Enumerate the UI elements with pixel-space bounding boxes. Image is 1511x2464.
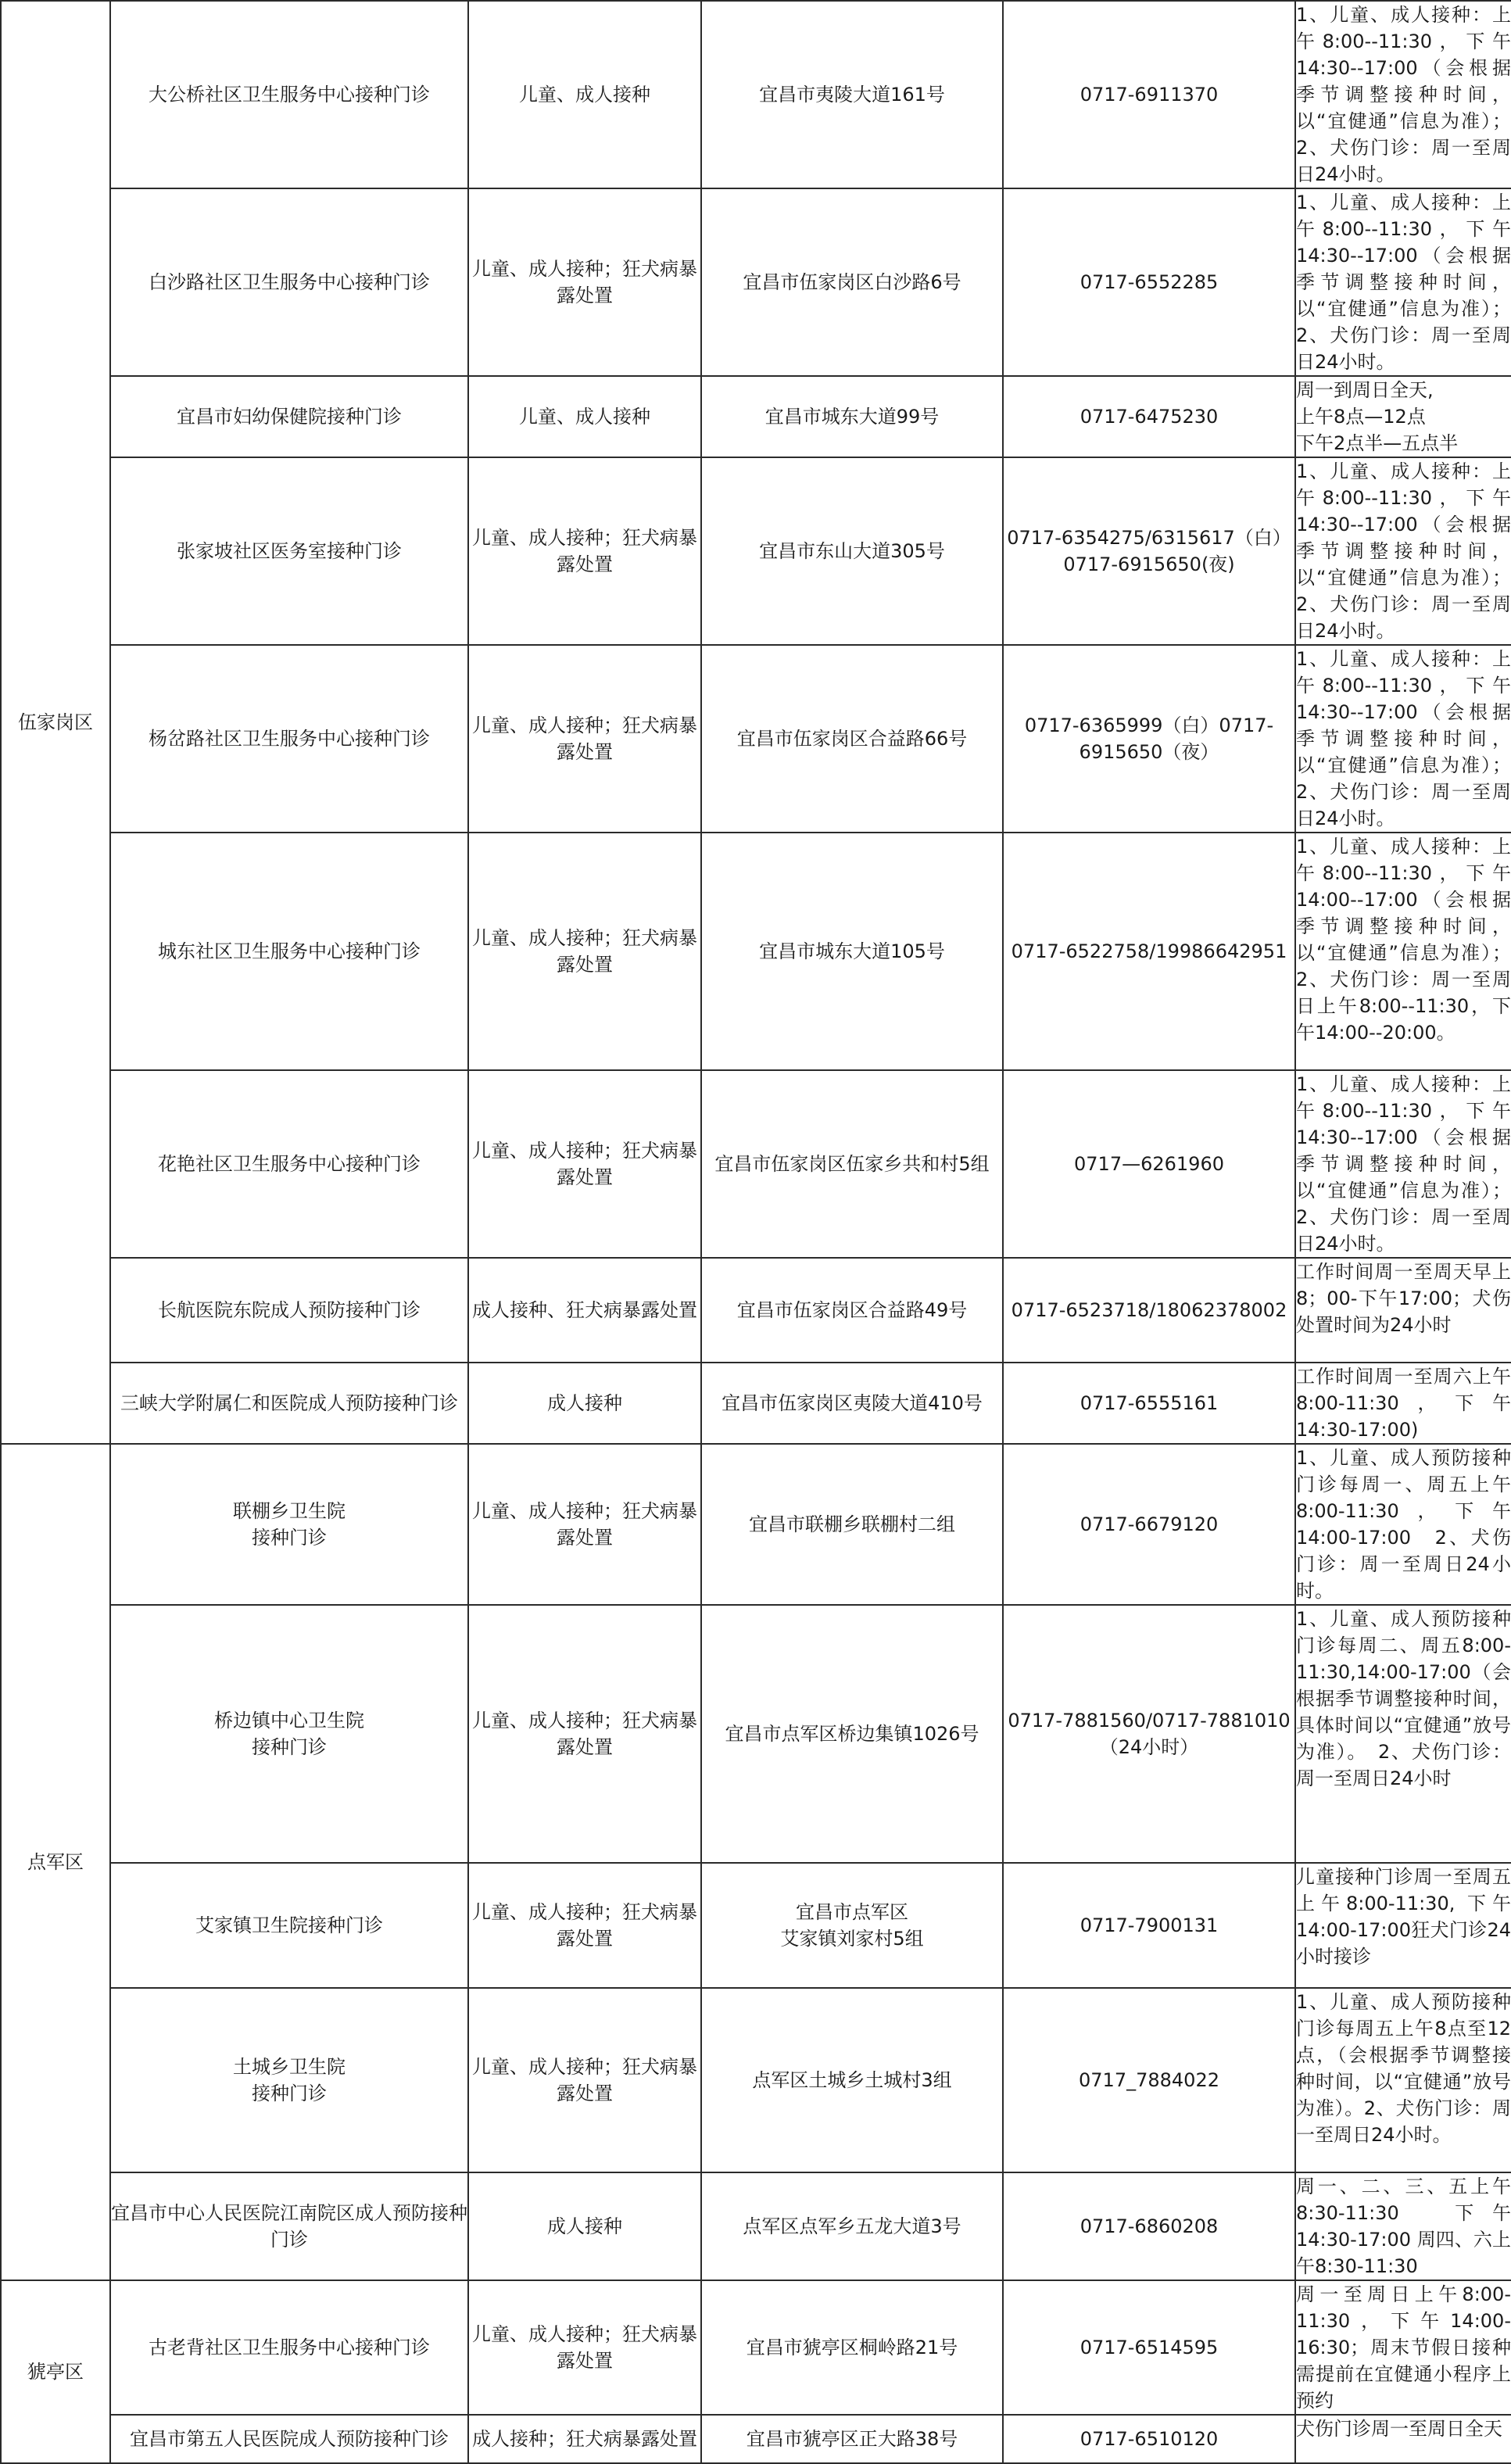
clinic-name-cell-text: 张家坡社区医务室接种门诊 <box>177 540 402 562</box>
address-cell <box>701 1070 1003 1258</box>
clinic-name-cell <box>110 457 468 645</box>
clinic-name-cell <box>110 1363 468 1444</box>
table-row <box>1 1605 1511 1863</box>
phone-cell-text: 0717-7881560/0717-7881010（24小时） <box>1008 1710 1291 1758</box>
hours-cell <box>1295 188 1511 376</box>
clinic-name-cell <box>110 1863 468 1988</box>
address-cell <box>701 1444 1003 1605</box>
address-cell-text: 宜昌市点军区 艾家镇刘家村5组 <box>780 1901 924 1950</box>
phone-cell-text: 0717-6510120 <box>1080 2428 1219 2450</box>
address-cell-text: 宜昌市城东大道105号 <box>759 940 945 962</box>
clinic-name-cell-text: 杨岔路社区卫生服务中心接种门诊 <box>149 728 430 750</box>
phone-cell <box>1003 1444 1295 1605</box>
hours-cell-text: 1、儿童、成人预防接种门诊每周二、周五8:00-11:30,14:00-17:00（会根据季节调整接种时间，具体时间以“宜健通”放号为准）。 2、犬伤门诊：周一至周日24小时 <box>1296 1608 1511 1789</box>
table-row <box>1 1070 1511 1258</box>
clinic-name-cell <box>110 2172 468 2280</box>
address-cell-text: 宜昌市城东大道99号 <box>764 406 940 428</box>
phone-cell-text: 0717-6552285 <box>1080 271 1219 293</box>
phone-cell-text: 0717-6555161 <box>1080 1392 1219 1414</box>
service-type-cell-text: 儿童、成人接种 <box>519 406 650 428</box>
table-row <box>1 457 1511 645</box>
hours-cell <box>1295 1863 1511 1988</box>
hours-cell-text: 1、儿童、成人预防接种门诊每周五上午8点至12点，（会根据季节调整接种时间，以“宜健通”放号为准）。2、犬伤门诊：周一至周日24小时。 <box>1296 1991 1511 2146</box>
district-cell: 点军区 <box>1 1444 110 2280</box>
phone-cell <box>1003 2172 1295 2280</box>
hours-cell <box>1295 1070 1511 1258</box>
phone-cell-text: 0717_7884022 <box>1079 2069 1219 2091</box>
hours-cell-text: 1、儿童、成人接种：上午8:00--11:30，下午14:30--17:00（会根据季节调整接种时间，以“宜健通”信息为准）；2、犬伤门诊：周一至周日24小时。 <box>1296 460 1511 642</box>
phone-cell <box>1003 1363 1295 1444</box>
clinic-name-cell <box>110 2415 468 2463</box>
address-cell-text: 宜昌市伍家岗区夷陵大道410号 <box>721 1392 983 1414</box>
table-row <box>1 1 1511 188</box>
clinic-name-cell <box>110 1444 468 1605</box>
address-cell-text: 宜昌市伍家岗区合益路66号 <box>736 728 968 750</box>
hours-cell <box>1295 1605 1511 1863</box>
hours-cell <box>1295 1363 1511 1444</box>
clinic-name-cell-text: 大公桥社区卫生服务中心接种门诊 <box>149 84 430 106</box>
phone-cell <box>1003 1070 1295 1258</box>
table-row <box>1 1863 1511 1988</box>
address-cell-text: 宜昌市点军区桥边集镇1026号 <box>725 1723 979 1745</box>
address-cell-text: 宜昌市猇亭区正大路38号 <box>746 2428 958 2450</box>
address-cell-text: 点军区点军乡五龙大道3号 <box>743 2215 961 2237</box>
hours-cell-text: 1、儿童、成人接种：上午8:00--11:30，下午14:30--17:00（会根据季节调整接种时间，以“宜健通”信息为准）；2、犬伤门诊：周一至周日24小时。 <box>1296 192 1511 373</box>
clinic-name-cell-text: 白沙路社区卫生服务中心接种门诊 <box>149 271 430 293</box>
service-type-cell-text: 儿童、成人接种；狂犬病暴露处置 <box>472 2323 697 2372</box>
service-type-cell-text: 儿童、成人接种；狂犬病暴露处置 <box>472 1901 697 1950</box>
phone-cell-text: 0717-6523718/18062378002 <box>1011 1299 1287 1321</box>
table-row <box>1 833 1511 1070</box>
phone-cell-text: 0717—6261960 <box>1074 1153 1224 1175</box>
service-type-cell-text: 儿童、成人接种；狂犬病暴露处置 <box>472 1500 697 1549</box>
service-type-cell <box>468 1863 701 1988</box>
hours-cell <box>1295 2172 1511 2280</box>
table-row <box>1 376 1511 457</box>
phone-cell <box>1003 1 1295 188</box>
phone-cell-text: 0717-7900131 <box>1080 1914 1219 1936</box>
address-cell <box>701 833 1003 1070</box>
address-cell <box>701 1988 1003 2172</box>
clinic-name-cell-text: 花艳社区卫生服务中心接种门诊 <box>158 1153 421 1175</box>
table-row <box>1 645 1511 833</box>
service-type-cell-text: 儿童、成人接种；狂犬病暴露处置 <box>472 258 697 306</box>
hours-cell <box>1295 2415 1511 2463</box>
service-type-cell <box>468 1605 701 1863</box>
clinic-name-cell-text: 城东社区卫生服务中心接种门诊 <box>158 940 421 962</box>
table-row <box>1 1988 1511 2172</box>
phone-cell-text: 0717-6475230 <box>1080 406 1219 428</box>
district-cell: 伍家岗区 <box>1 1 110 1444</box>
hours-cell <box>1295 376 1511 457</box>
clinic-name-cell <box>110 1988 468 2172</box>
address-cell-text: 宜昌市猇亭区桐岭路21号 <box>746 2337 958 2358</box>
clinic-name-cell-text: 土城乡卫生院 接种门诊 <box>233 2056 346 2104</box>
service-type-cell <box>468 1 701 188</box>
service-type-cell <box>468 2280 701 2415</box>
address-cell-text: 宜昌市伍家岗区伍家乡共和村5组 <box>714 1153 990 1175</box>
phone-cell <box>1003 2415 1295 2463</box>
clinic-name-cell-text: 联棚乡卫生院 接种门诊 <box>233 1500 346 1549</box>
phone-cell-text: 0717-6911370 <box>1080 84 1219 106</box>
address-cell <box>701 188 1003 376</box>
service-type-cell <box>468 457 701 645</box>
service-type-cell-text: 成人接种；狂犬病暴露处置 <box>472 2428 697 2450</box>
service-type-cell <box>468 376 701 457</box>
clinic-name-cell-text: 艾家镇卫生院接种门诊 <box>195 1914 383 1936</box>
service-type-cell <box>468 645 701 833</box>
hours-cell-text: 1、儿童、成人预防接种门诊每周一、周五上午8:00-11:30，下午14:00-17:00 2、犬伤门诊：周一至周日24小时。 <box>1296 1447 1511 1602</box>
address-cell <box>701 376 1003 457</box>
hours-cell <box>1295 645 1511 833</box>
phone-cell-text: 0717-6514595 <box>1080 2337 1219 2358</box>
hours-cell <box>1295 1 1511 188</box>
clinic-name-cell <box>110 376 468 457</box>
address-cell-text: 点军区土城乡土城村3组 <box>752 2069 952 2091</box>
hours-cell-text: 周一至周日上午8:00-11:30，下午14:00-16:30；周末节假日接种需提前在宜健通小程序上预约 <box>1296 2283 1511 2412</box>
clinic-name-cell <box>110 1605 468 1863</box>
hours-cell-text: 1、儿童、成人接种：上午8:00--11:30，下午14:00--17:00（会根据季节调整接种时间，以“宜健通”信息为准）；2、犬伤门诊：周一至周日上午8:00--11:30，下午14:00--20:00。 <box>1296 836 1511 1044</box>
service-type-cell <box>468 188 701 376</box>
hours-cell-text: 周一、二、三、五上午8:30-11:30 下午14:30-17:00 周四、六上午8:30-11:30 <box>1296 2176 1511 2277</box>
address-cell-text: 宜昌市伍家岗区合益路49号 <box>736 1299 968 1321</box>
hours-cell-text: 儿童接种门诊周一至周五上午8:00-11:30, 下午14:00-17:00狂犬门诊24小时接诊 <box>1296 1866 1511 1968</box>
clinic-name-cell <box>110 1070 468 1258</box>
hours-cell-text: 工作时间周一至周天早上8；00-下午17:00；犬伤处置时间为24小时 <box>1296 1261 1511 1336</box>
service-type-cell-text: 儿童、成人接种；狂犬病暴露处置 <box>472 927 697 976</box>
address-cell-text: 宜昌市东山大道305号 <box>759 540 945 562</box>
hours-cell-text: 工作时间周一至周六上午8:00-11:30，下午14:30-17:00) <box>1296 1366 1511 1441</box>
clinic-name-cell-text: 三峡大学附属仁和医院成人预防接种门诊 <box>120 1392 458 1414</box>
phone-cell <box>1003 188 1295 376</box>
hours-cell-text: 周一到周日全天, 上午8点—12点 下午2点半—五点半 <box>1296 379 1459 454</box>
clinic-name-cell <box>110 188 468 376</box>
service-type-cell-text: 成人接种 <box>547 1392 622 1414</box>
clinic-name-cell-text: 古老背社区卫生服务中心接种门诊 <box>149 2337 430 2358</box>
hours-cell <box>1295 2280 1511 2415</box>
phone-cell <box>1003 457 1295 645</box>
service-type-cell <box>468 2172 701 2280</box>
clinic-name-cell <box>110 1258 468 1363</box>
table-row <box>1 2280 1511 2415</box>
address-cell <box>701 2172 1003 2280</box>
service-type-cell-text: 成人接种、狂犬病暴露处置 <box>472 1299 697 1321</box>
address-cell <box>701 645 1003 833</box>
service-type-cell <box>468 1258 701 1363</box>
address-cell <box>701 1258 1003 1363</box>
address-cell <box>701 1863 1003 1988</box>
phone-cell <box>1003 1605 1295 1863</box>
address-cell-text: 宜昌市联棚乡联棚村二组 <box>749 1513 955 1535</box>
phone-cell <box>1003 645 1295 833</box>
phone-cell <box>1003 833 1295 1070</box>
clinic-name-cell <box>110 2280 468 2415</box>
service-type-cell-text: 儿童、成人接种；狂犬病暴露处置 <box>472 527 697 575</box>
clinic-name-cell-text: 宜昌市妇幼保健院接种门诊 <box>177 406 402 428</box>
phone-cell <box>1003 1863 1295 1988</box>
hours-cell <box>1295 1988 1511 2172</box>
service-type-cell <box>468 1363 701 1444</box>
phone-cell <box>1003 1258 1295 1363</box>
phone-cell-text: 0717-6365999（白）0717-6915650（夜） <box>1024 714 1274 763</box>
service-type-cell <box>468 2415 701 2463</box>
service-type-cell-text: 儿童、成人接种；狂犬病暴露处置 <box>472 1140 697 1188</box>
hours-cell <box>1295 1258 1511 1363</box>
service-type-cell-text: 儿童、成人接种；狂犬病暴露处置 <box>472 2056 697 2104</box>
phone-cell <box>1003 1988 1295 2172</box>
hours-cell-text: 1、儿童、成人接种：上午8:00--11:30，下午14:30--17:00（会根据季节调整接种时间，以“宜健通”信息为准）；2、犬伤门诊：周一至周日24小时。 <box>1296 1073 1511 1255</box>
clinic-name-cell-text: 桥边镇中心卫生院 接种门诊 <box>214 1710 364 1758</box>
clinic-name-cell <box>110 1 468 188</box>
service-type-cell-text: 儿童、成人接种；狂犬病暴露处置 <box>472 1710 697 1758</box>
clinic-name-cell-text: 长航医院东院成人预防接种门诊 <box>158 1299 421 1321</box>
address-cell <box>701 1363 1003 1444</box>
service-type-cell <box>468 1444 701 1605</box>
address-cell <box>701 2415 1003 2463</box>
table-row <box>1 2415 1511 2463</box>
hours-cell-text: 犬伤门诊周一至周日全天 <box>1296 2418 1502 2440</box>
phone-cell-text: 0717-6522758/19986642951 <box>1011 940 1287 962</box>
table-row <box>1 1444 1511 1605</box>
address-cell <box>701 1 1003 188</box>
service-type-cell <box>468 1070 701 1258</box>
district-cell: 猇亭区 <box>1 2280 110 2463</box>
table-row <box>1 2172 1511 2280</box>
clinic-name-cell-text: 宜昌市第五人民医院成人预防接种门诊 <box>130 2428 449 2450</box>
hours-cell-text: 1、儿童、成人接种：上午8:00--11:30，下午14:30--17:00（会根据季节调整接种时间，以“宜健通”信息为准）；2、犬伤门诊：周一至周日24小时。 <box>1296 648 1511 829</box>
hours-cell-text: 1、儿童、成人接种：上午8:00--11:30，下午14:30--17:00（会根据季节调整接种时间，以“宜健通”信息为准）；2、犬伤门诊：周一至周日24小时。 <box>1296 4 1511 185</box>
table-row <box>1 1258 1511 1363</box>
phone-cell <box>1003 2280 1295 2415</box>
service-type-cell-text: 成人接种 <box>547 2215 622 2237</box>
phone-cell-text: 0717-6354275/6315617（白）0717-6915650(夜) <box>1007 527 1291 575</box>
address-cell <box>701 1605 1003 1863</box>
service-type-cell-text: 儿童、成人接种 <box>519 84 650 106</box>
service-type-cell <box>468 1988 701 2172</box>
address-cell-text: 宜昌市夷陵大道161号 <box>759 84 945 106</box>
table-row <box>1 1363 1511 1444</box>
hours-cell <box>1295 457 1511 645</box>
service-type-cell-text: 儿童、成人接种；狂犬病暴露处置 <box>472 714 697 763</box>
address-cell <box>701 2280 1003 2415</box>
clinic-name-cell <box>110 645 468 833</box>
phone-cell-text: 0717-6679120 <box>1080 1513 1219 1535</box>
address-cell-text: 宜昌市伍家岗区白沙路6号 <box>743 271 961 293</box>
clinic-name-cell-text: 宜昌市中心人民医院江南院区成人预防接种门诊 <box>111 2202 467 2251</box>
phone-cell <box>1003 376 1295 457</box>
table-row <box>1 188 1511 376</box>
hours-cell <box>1295 833 1511 1070</box>
hours-cell <box>1295 1444 1511 1605</box>
phone-cell-text: 0717-6860208 <box>1080 2215 1219 2237</box>
address-cell <box>701 457 1003 645</box>
service-type-cell <box>468 833 701 1070</box>
clinic-name-cell <box>110 833 468 1070</box>
